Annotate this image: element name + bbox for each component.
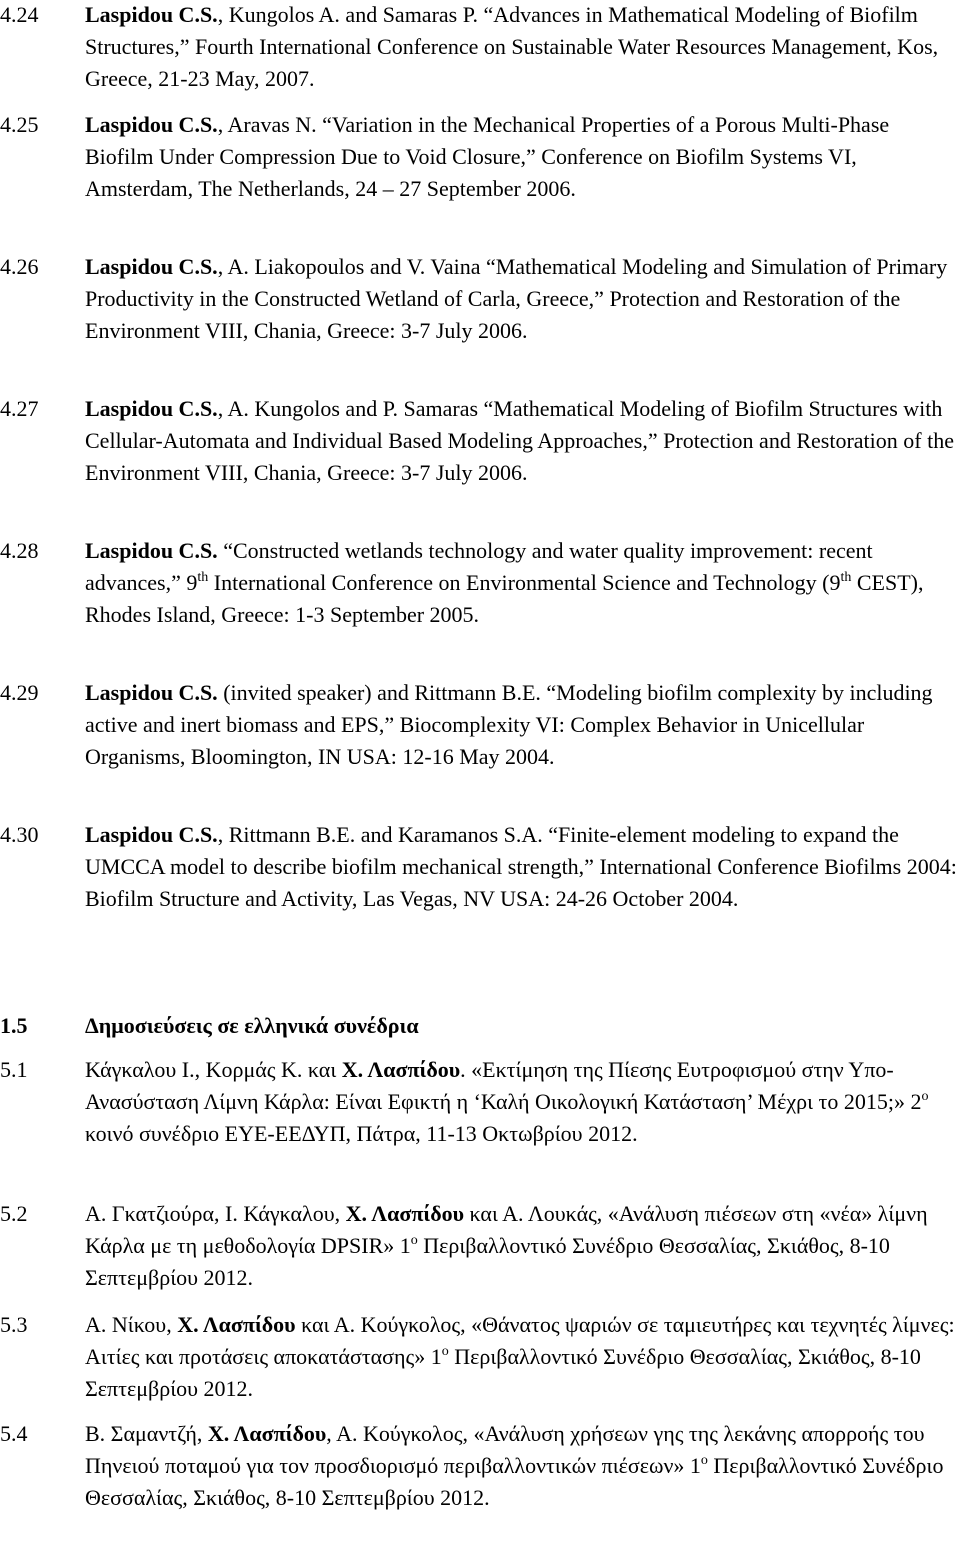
author-name: Χ. Λασπίδου — [207, 1421, 327, 1446]
reference-text — [85, 1198, 957, 1294]
reference-authors: Κάγκαλου Ι., Κορμάς Κ. και — [85, 1057, 342, 1082]
superscript: th — [840, 570, 852, 585]
reference-body: , Rittmann B.E. and Karamanos S.A. “Finite-element modeling to expand the UMCCA model to describe biofilm mechanical strength,” International Conference Biofilms 2004: Biofilm Structure and Activity, Las Vegas, NV USA: 24-26 October 2004. — [85, 822, 957, 911]
author-name: Laspidou C.S. — [85, 680, 218, 705]
reference-body: κοινό συνέδριο ΕΥΕ-ΕΕΔΥΠ, Πάτρα, 11-13 Οκτωβρίου 2012. — [85, 1121, 638, 1146]
reference-entry — [0, 109, 960, 205]
reference-entry — [0, 1309, 960, 1405]
reference-entry — [0, 251, 960, 347]
reference-authors: Α. Γκατζιούρα, Ι. Κάγκαλου, — [85, 1201, 346, 1226]
author-name: Χ. Λασπίδου — [177, 1312, 296, 1337]
reference-number: 4.25 — [0, 112, 39, 137]
author-name: Χ. Λασπίδου — [341, 1057, 461, 1082]
reference-body: , A. Kungolos and P. Samaras “Mathematical Modeling of Biofilm Structures with Cellular-Automata and Individual Based Modeling Approaches,” Protection and Restoration of the Environment VIII, Chania, Greece: 3-7 July 2006. — [85, 396, 954, 485]
reference-text — [85, 535, 957, 631]
reference-body: , Aravas N. “Variation in the Mechanical Properties of a Porous Multi-Phase Biofilm Under Compression Due to Void Closure,” Conference on Biofilm Systems VI, Amsterdam, The Netherlands, 24 – 27 September 2006. — [85, 112, 890, 201]
author-name: Laspidou C.S. — [85, 112, 218, 137]
reference-body: Περιβαλλοντικό Συνέδριο Θεσσαλίας, Σκιάθος, 8-10 Σεπτεμβρίου 2012. — [85, 1453, 944, 1510]
reference-text — [85, 1418, 957, 1514]
reference-text — [85, 393, 957, 489]
reference-text — [85, 1054, 957, 1150]
reference-number: 5.3 — [0, 1312, 28, 1337]
reference-body: , Α. Κούγκολος, «Ανάλυση χρήσεων γης της λεκάνης απορροής του Πηνειού ποταμού για τον προσδιορισμό περιβαλλοντικών πιέσεων» 1 — [85, 1421, 925, 1478]
reference-entry — [0, 393, 960, 489]
reference-number: 5.2 — [0, 1201, 28, 1226]
superscript: ο — [921, 1089, 929, 1104]
reference-number: 4.27 — [0, 396, 39, 421]
superscript: th — [197, 570, 209, 585]
section-title: Δημοσιεύσεις σε ελληνικά συνέδρια — [85, 1013, 419, 1038]
reference-text — [85, 819, 957, 915]
reference-entry — [0, 1054, 960, 1150]
author-name: Χ. Λασπίδου — [345, 1201, 465, 1226]
reference-body: . «Εκτίμηση της Πίεσης Ευτροφισμού στην Υπο-Ανασύσταση Λίμνη Κάρλα: Είναι Εφικτή η ‘Καλή Οικολογική Κατάσταση’ Μέχρι το 2015;» 2 — [85, 1057, 922, 1114]
reference-entry — [0, 677, 960, 773]
reference-entry — [0, 1418, 960, 1514]
reference-body: και Α. Λουκάς, «Ανάλυση πιέσεων στη «νέα» λίμνη Κάρλα με τη μεθοδολογία DPSIR» 1 — [85, 1201, 928, 1258]
reference-number: 4.26 — [0, 254, 39, 279]
reference-text — [85, 251, 957, 347]
author-name: Laspidou C.S. — [85, 822, 218, 847]
reference-number: 5.4 — [0, 1421, 28, 1446]
section-number: 1.5 — [0, 1013, 28, 1038]
reference-text — [85, 1309, 957, 1405]
author-name: Laspidou C.S. — [85, 254, 218, 279]
reference-text — [85, 677, 957, 773]
reference-body: και Α. Κούγκολος, «Θάνατος ψαριών σε ταμιευτήρες και τεχνητές λίμνες: Αιτίες και προτάσεις αποκατάστασης» 1 — [85, 1312, 955, 1369]
superscript: ο — [410, 1233, 418, 1248]
reference-number: 4.29 — [0, 680, 39, 705]
reference-number: 4.24 — [0, 2, 39, 27]
reference-entry — [0, 819, 960, 915]
reference-number: 5.1 — [0, 1057, 28, 1082]
reference-body: , A. Liakopoulos and V. Vaina “Mathematical Modeling and Simulation of Primary Productivity in the Constructed Wetland of Carla, Greece,” Protection and Restoration of the Environment VIII, Chania, Greece: 3-7 July 2006. — [85, 254, 948, 343]
author-name: Laspidou C.S. — [85, 538, 218, 563]
reference-body: International Conference on Environmental Science and Technology (9 — [208, 570, 841, 595]
reference-body: , Kungolos A. and Samaras P. “Advances in Mathematical Modeling of Biofilm Structures,” Fourth International Conference on Sustainable Water Resources Management, Kos, Greece, 21-23 May, 2007. — [85, 2, 939, 91]
reference-entry — [0, 1198, 960, 1294]
reference-text — [85, 109, 957, 205]
reference-number: 4.28 — [0, 538, 39, 563]
reference-entry — [0, 0, 960, 95]
author-name: Laspidou C.S. — [85, 396, 218, 421]
superscript: ο — [441, 1344, 449, 1359]
reference-body: CEST), Rhodes Island, Greece: 1-3 September 2005. — [85, 570, 924, 627]
author-name: Laspidou C.S. — [85, 2, 218, 27]
reference-entry — [0, 535, 960, 631]
reference-text — [85, 0, 957, 95]
reference-body: Περιβαλλοντικό Συνέδριο Θεσσαλίας, Σκιάθος, 8-10 Σεπτεμβρίου 2012. — [85, 1344, 921, 1401]
reference-number: 4.30 — [0, 822, 39, 847]
reference-body: Περιβαλλοντικό Συνέδριο Θεσσαλίας, Σκιάθος, 8-10 Σεπτεμβρίου 2012. — [85, 1233, 890, 1290]
reference-body: “Constructed wetlands technology and water quality improvement: recent advances,” 9 — [85, 538, 873, 595]
superscript: ο — [700, 1453, 708, 1468]
reference-authors: Β. Σαμαντζή, — [85, 1421, 208, 1446]
reference-body: (invited speaker) and Rittmann B.E. “Modeling biofilm complexity by including active and inert biomass and EPS,” Biocomplexity VI: Complex Behavior in Unicellular Organisms, Bloomington, IN USA: 12-16 May 2004. — [85, 680, 933, 769]
reference-authors: Α. Νίκου, — [85, 1312, 178, 1337]
